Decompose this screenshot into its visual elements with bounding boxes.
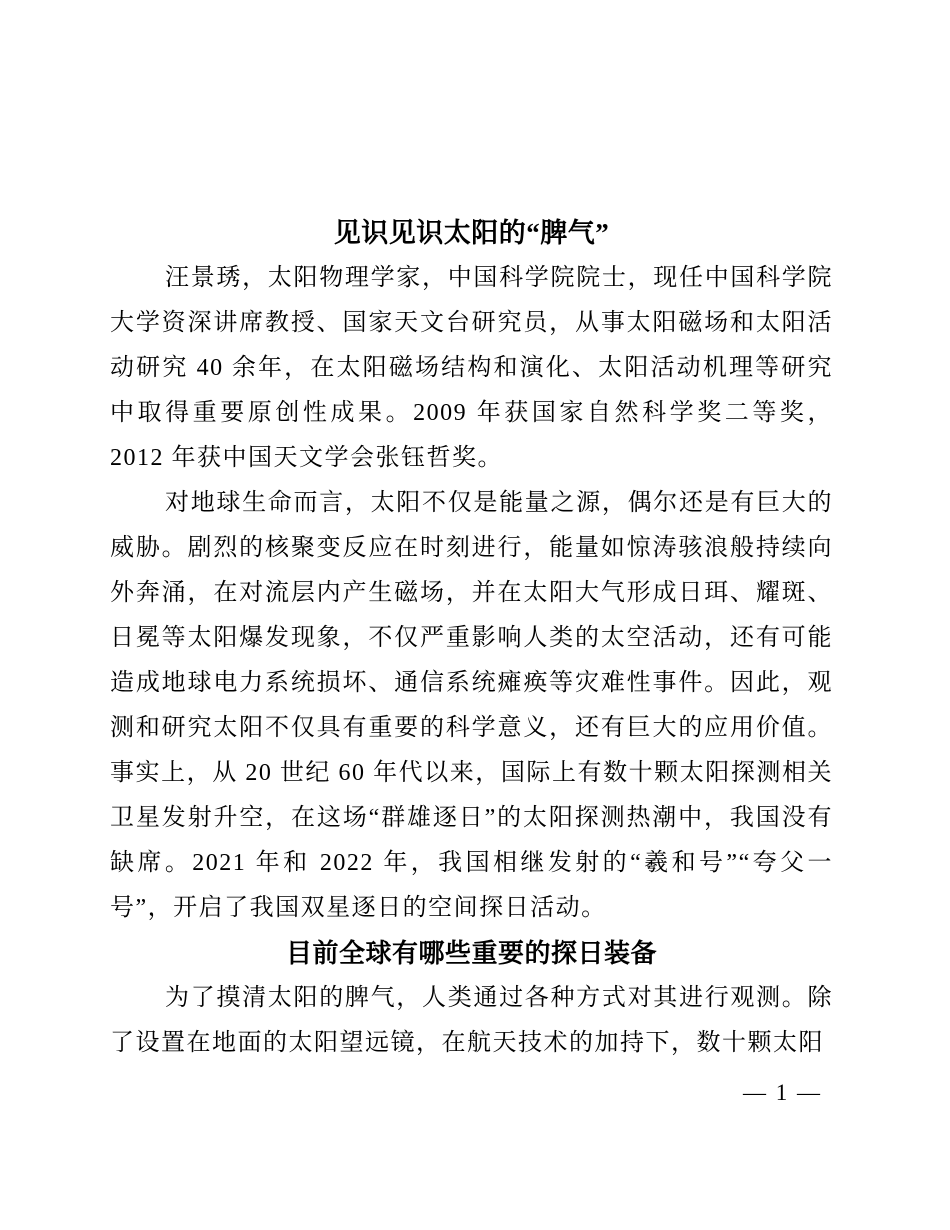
paragraph-observation-methods: 为了摸清太阳的脾气，人类通过各种方式对其进行观测。除了设置在地面的太阳望远镜，在航天技术的加持下，数十颗太阳: [110, 985, 833, 1056]
document-title: 见识见识太阳的“脾气”: [333, 218, 610, 248]
section-heading-solar-equipment: 目前全球有哪些重要的探日装备: [285, 939, 657, 968]
page-number: — 1 —: [743, 1080, 822, 1105]
paragraph-sun-threat-and-missions: 对地球生命而言，太阳不仅是能量之源，偶尔还是有巨大的威胁。剧烈的核聚变反应在时刻进行，能量如惊涛骇浪般持续向外奔涌，在对流层内产生磁场，并在太阳大气形成日珥、耀斑、日冕等太阳爆发现象，不仅严重影响人类的太空活动，还有可能造成地球电力系统损坏、通信系统瘫痪等灾难性事件。因此，观测和研究太阳不仅具有重要的科学意义，还有巨大的应用价值。事实上，从 20 世纪 60 年代以来，国际上有数十颗太阳探测相关卫星发射升空，在这场“群雄逐日”的太阳探测热潮中，我国没有缺席。2021 年和 2022 年，我国相继发射的“羲和号”“夸父一号”，开启了我国双星逐日的空间探日活动。: [110, 490, 833, 921]
paragraph-author-bio: 汪景琇，太阳物理学家，中国科学院院士，现任中国科学院大学资深讲席教授、国家天文台研究员，从事太阳磁场和太阳活动研究 40 余年，在太阳磁场结构和演化、太阳活动机理等研究中取得重要原创性成果。2009 年获国家自然科学奖二等奖，2012 年获中国天文学会张钰哲奖。: [110, 265, 833, 471]
document-body: [110, 211, 833, 1066]
